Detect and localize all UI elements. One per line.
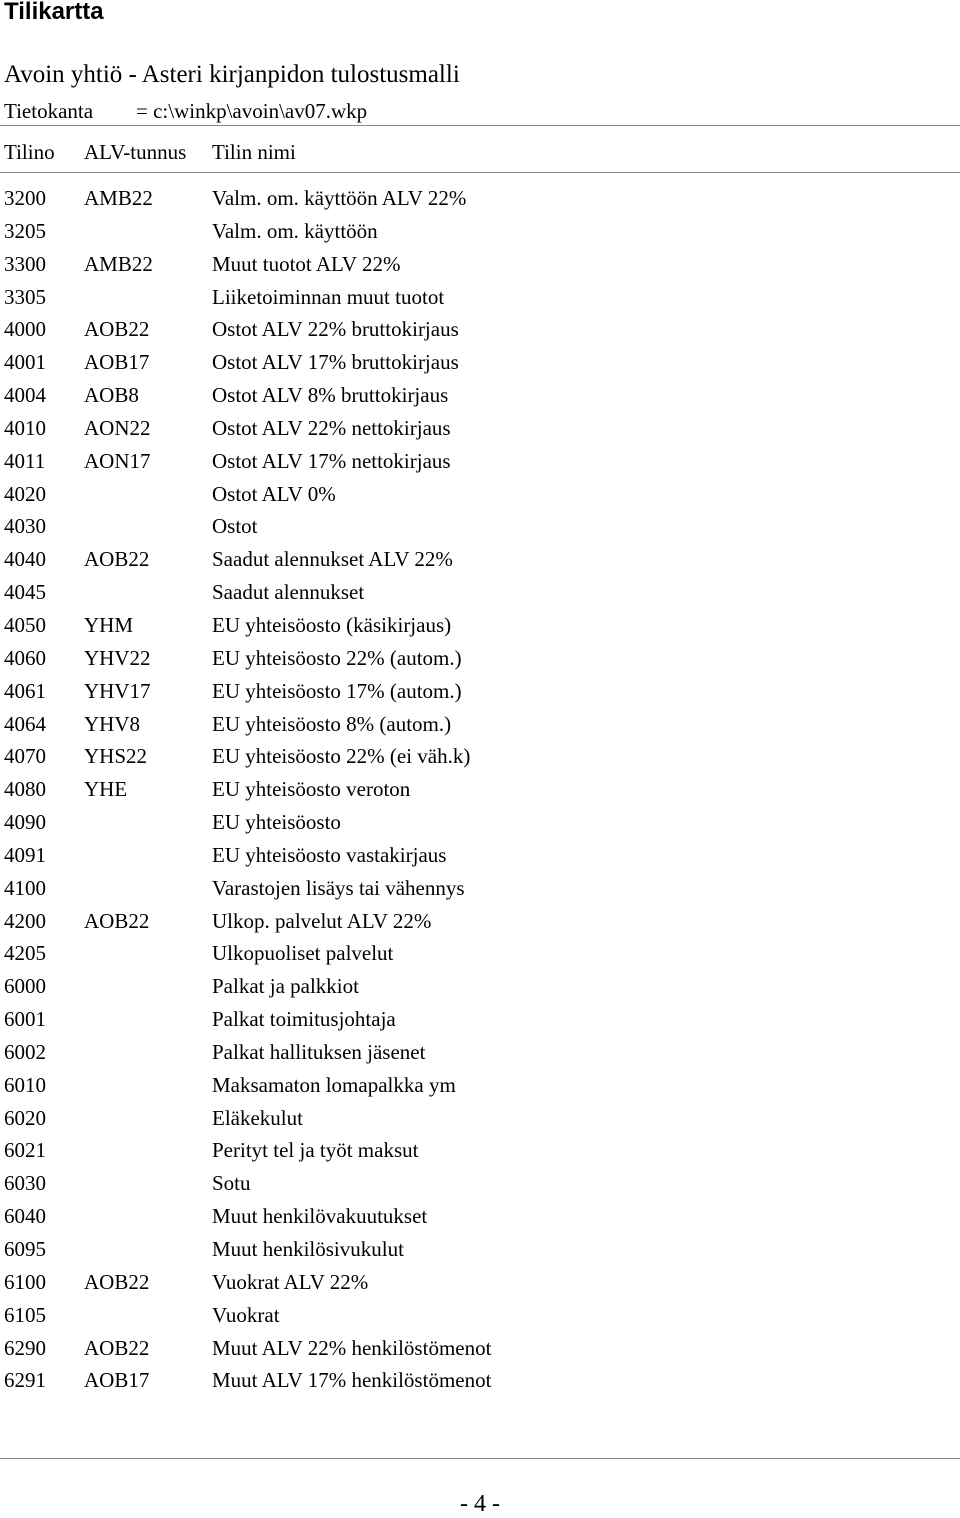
account-number: 4200 — [4, 908, 46, 933]
vat-code: AMB22 — [84, 251, 153, 276]
account-number: 4010 — [4, 415, 46, 440]
account-number: 4030 — [4, 514, 46, 539]
account-number: 3200 — [4, 186, 46, 210]
table-row — [4, 250, 958, 283]
account-name: Ostot ALV 17% nettokirjaus — [212, 448, 451, 473]
vat-code: AOB22 — [84, 1335, 150, 1360]
table-row — [4, 1268, 958, 1301]
table-row — [4, 808, 958, 841]
table-row — [4, 545, 958, 578]
vat-code: YHV22 — [84, 645, 151, 670]
database-path: = c:\winkp\avoin\av07.wkp — [136, 99, 368, 123]
vat-code: AON22 — [84, 415, 151, 440]
account-number: 3300 — [4, 251, 46, 276]
page-title: Tilikartta — [4, 0, 104, 25]
table-row — [4, 677, 958, 710]
account-name: Muut tuotot ALV 22% — [212, 251, 401, 276]
account-number: 4050 — [4, 612, 46, 637]
account-number: 6010 — [4, 1072, 46, 1097]
table-row — [4, 480, 958, 513]
account-number: 4001 — [4, 350, 46, 375]
table-row — [4, 315, 958, 348]
account-name: EU yhteisöosto 22% (autom.) — [212, 645, 462, 670]
vat-code: YHS22 — [84, 744, 148, 769]
table-row — [4, 1334, 958, 1367]
account-name: Perityt tel ja työt maksut — [212, 1138, 419, 1163]
page-number: - 4 - — [460, 1491, 500, 1517]
account-number: 4011 — [4, 448, 46, 473]
table-row — [4, 907, 958, 940]
table-row — [4, 447, 958, 480]
account-number: 6290 — [4, 1335, 46, 1360]
account-number: 4060 — [4, 645, 46, 670]
account-name: Eläkekulut — [212, 1105, 303, 1130]
account-name: Palkat hallituksen jäsenet — [212, 1039, 426, 1064]
account-name: Valm. om. käyttöön — [212, 218, 378, 243]
table-row — [4, 1366, 958, 1399]
table-header — [4, 139, 958, 167]
vat-code: YHE — [84, 777, 128, 802]
header-vat-code: ALV-tunnus — [84, 140, 187, 164]
account-number: 6001 — [4, 1007, 46, 1032]
account-name: Palkat ja palkkiot — [212, 974, 359, 999]
table-row — [4, 283, 958, 316]
account-name: Saadut alennukset — [212, 580, 365, 605]
account-name: EU yhteisöosto vastakirjaus — [212, 842, 447, 867]
account-number: 6000 — [4, 974, 46, 999]
account-name: Maksamaton lomapalkka ym — [212, 1072, 456, 1097]
account-number: 4004 — [4, 383, 46, 408]
table-row — [4, 644, 958, 677]
table-row — [4, 1301, 958, 1334]
account-name: Muut henkilösivukulut — [212, 1237, 404, 1261]
account-number: 4205 — [4, 941, 46, 966]
vat-code: AON17 — [84, 448, 151, 473]
vat-code: YHV17 — [84, 678, 151, 703]
table-row — [4, 874, 958, 907]
account-number: 6105 — [4, 1302, 46, 1327]
account-number: 3205 — [4, 218, 46, 243]
account-name: Vuokrat ALV 22% — [212, 1269, 369, 1294]
account-name: Ostot ALV 17% bruttokirjaus — [212, 350, 459, 375]
document-subtitle: Avoin yhtiö - Asteri kirjanpidon tulostusmalli — [4, 61, 460, 88]
table-row — [4, 939, 958, 972]
account-name: Ostot ALV 22% bruttokirjaus — [212, 317, 459, 342]
header-account-number: Tilino — [4, 140, 55, 164]
table-row — [4, 217, 958, 250]
account-name: Palkat toimitusjohtaja — [212, 1007, 396, 1032]
database-label: Tietokanta — [4, 99, 94, 123]
vat-code: AOB17 — [84, 1368, 150, 1393]
account-name: EU yhteisöosto 17% (autom.) — [212, 678, 462, 703]
header-divider-top — [0, 125, 960, 126]
account-name: Ulkopuoliset palvelut — [212, 941, 394, 966]
account-number: 4080 — [4, 777, 46, 802]
account-name: EU yhteisöosto — [212, 810, 341, 835]
account-number: 4064 — [4, 711, 46, 736]
vat-code: AOB22 — [84, 908, 150, 933]
table-row — [4, 1202, 958, 1235]
vat-code: AOB22 — [84, 317, 150, 342]
table-row — [4, 1169, 958, 1202]
vat-code: AOB17 — [84, 350, 150, 375]
table-row — [4, 381, 958, 414]
account-number: 4091 — [4, 842, 46, 867]
vat-code: AOB22 — [84, 547, 150, 572]
vat-code: AMB22 — [84, 186, 153, 210]
account-name: Ulkop. palvelut ALV 22% — [212, 908, 432, 933]
header-account-name: Tilin nimi — [212, 140, 296, 164]
account-name: EU yhteisöosto veroton — [212, 777, 411, 802]
account-number: 6021 — [4, 1138, 46, 1163]
account-name: Ostot ALV 22% nettokirjaus — [212, 415, 451, 440]
vat-code: AOB8 — [84, 383, 139, 408]
account-name: Liiketoiminnan muut tuotot — [212, 284, 445, 309]
account-name: Ostot ALV 0% — [212, 481, 336, 506]
account-name: Varastojen lisäys tai vähennys — [212, 875, 465, 900]
table-row — [4, 775, 958, 808]
account-name: Muut henkilövakuutukset — [212, 1204, 428, 1229]
account-name: EU yhteisöosto (käsikirjaus) — [212, 612, 452, 637]
account-number: 4100 — [4, 875, 46, 900]
account-number: 3305 — [4, 284, 46, 309]
table-row — [4, 972, 958, 1005]
table-row — [4, 1071, 958, 1104]
account-list — [4, 184, 958, 1399]
account-number: 4061 — [4, 678, 46, 703]
table-row — [4, 414, 958, 447]
account-name: EU yhteisöosto 22% (ei väh.k) — [212, 744, 471, 769]
table-row — [4, 348, 958, 381]
account-name: Muut ALV 17% henkilöstömenot — [212, 1368, 492, 1393]
account-number: 4090 — [4, 810, 46, 835]
account-number: 4070 — [4, 744, 46, 769]
account-number: 4040 — [4, 547, 46, 572]
account-name: Vuokrat — [212, 1302, 280, 1327]
table-row — [4, 184, 958, 217]
account-number: 6095 — [4, 1237, 46, 1261]
table-row — [4, 578, 958, 611]
account-number: 4045 — [4, 580, 46, 605]
account-name: Sotu — [212, 1171, 251, 1196]
account-number: 6040 — [4, 1204, 46, 1229]
table-row — [4, 1136, 958, 1169]
header-divider-bottom — [0, 172, 960, 173]
database-info — [4, 98, 958, 126]
vat-code: YHV8 — [84, 711, 140, 736]
account-name: EU yhteisöosto 8% (autom.) — [212, 711, 452, 736]
footer-divider — [0, 1458, 960, 1459]
table-row — [4, 710, 958, 743]
account-name: Ostot ALV 8% bruttokirjaus — [212, 383, 449, 408]
account-number: 6291 — [4, 1368, 46, 1393]
account-number: 4000 — [4, 317, 46, 342]
account-name: Ostot — [212, 514, 258, 539]
table-row — [4, 611, 958, 644]
table-row — [4, 1235, 958, 1268]
table-row — [4, 841, 958, 874]
account-number: 6030 — [4, 1171, 46, 1196]
vat-code: AOB22 — [84, 1269, 150, 1294]
account-number: 6100 — [4, 1269, 46, 1294]
table-row — [4, 1038, 958, 1071]
account-name: Valm. om. käyttöön ALV 22% — [212, 186, 467, 210]
vat-code: YHM — [84, 612, 134, 637]
table-row — [4, 742, 958, 775]
account-name: Muut ALV 22% henkilöstömenot — [212, 1335, 492, 1360]
account-number: 6002 — [4, 1039, 46, 1064]
account-number: 4020 — [4, 481, 46, 506]
table-row — [4, 1104, 958, 1137]
table-row — [4, 512, 958, 545]
account-name: Saadut alennukset ALV 22% — [212, 547, 453, 572]
account-number: 6020 — [4, 1105, 46, 1130]
table-row — [4, 1005, 958, 1038]
